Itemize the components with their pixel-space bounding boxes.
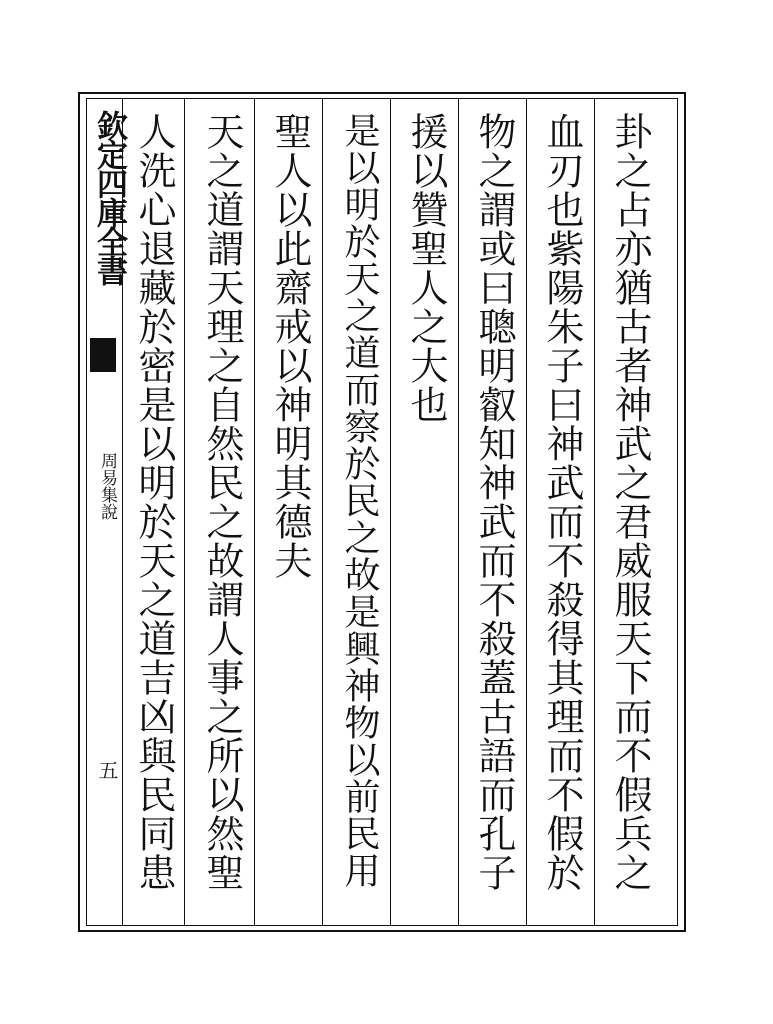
page-number: 五 [95, 760, 119, 780]
fishtail-block [90, 338, 116, 372]
column-rule [594, 98, 595, 926]
text-column-1: 卦之占亦猶古者神武之君威服天下而不假兵之 [608, 112, 652, 892]
text-column-6: 聖人以此齋戒以神明其德夫 [268, 112, 312, 580]
column-rule [526, 98, 527, 926]
book-title: 周易集說 [97, 452, 117, 520]
column-rule [458, 98, 459, 926]
collection-title: 欽定四庫全書 [91, 110, 127, 284]
column-rule [184, 98, 185, 926]
column-rule [390, 98, 391, 926]
text-column-5: 是以明於天之道而察於民之故是興神物以前民用 [339, 112, 380, 889]
column-rule [322, 98, 323, 926]
text-column-8: 人洗心退藏於密是以明於天之道吉凶與民同患 [132, 112, 176, 892]
text-column-3: 物之謂或曰聰明叡知神武而不殺蓋古語而孔子 [472, 112, 516, 892]
text-column-2: 血刃也紫陽朱子曰神武而不殺得其理而不假於 [540, 112, 584, 892]
text-column-4: 援以贊聖人之大也 [404, 112, 448, 424]
text-column-7: 天之道謂天理之自然民之故謂人事之所以然聖 [200, 112, 244, 892]
column-rule [254, 98, 255, 926]
